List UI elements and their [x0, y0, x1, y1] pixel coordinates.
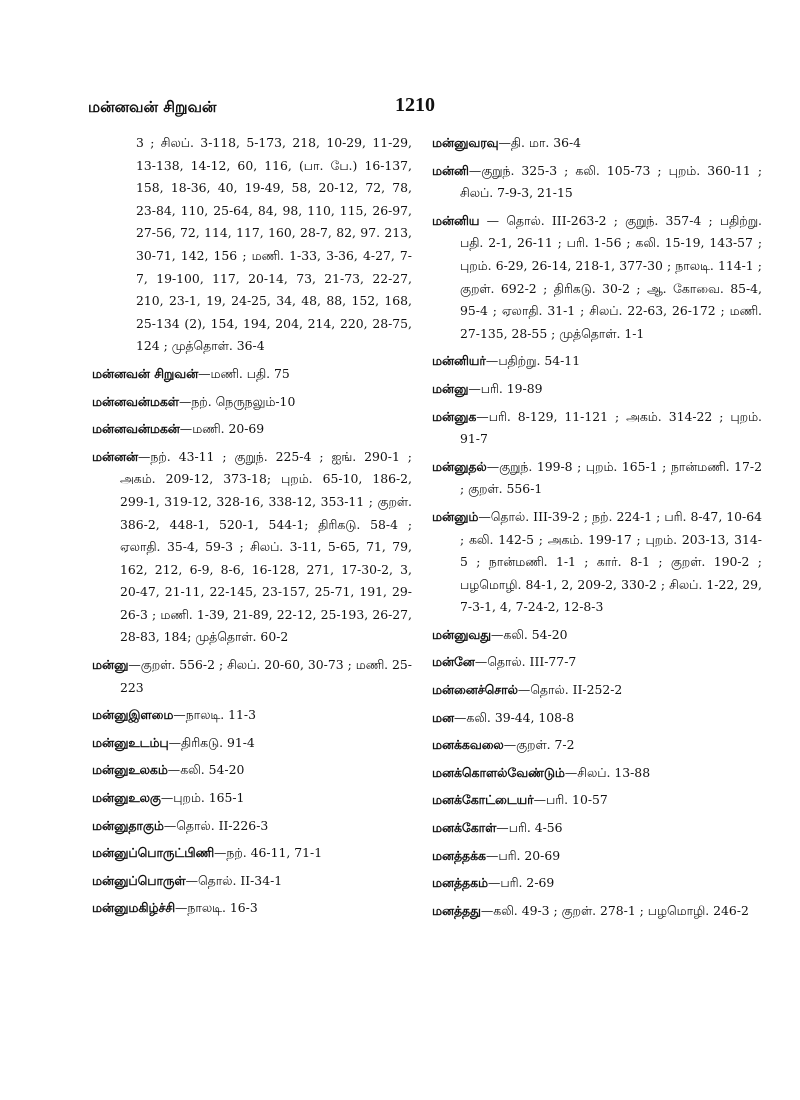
index-entry: [432, 817, 762, 840]
index-entry: [432, 900, 762, 923]
entry-references: —நற். 46-11, 71-1: [214, 845, 323, 861]
index-entry: [432, 378, 762, 401]
entry-headword: மன்னுதாகும்: [92, 817, 164, 833]
entry-headword: மன்னவன்மகன்: [92, 421, 180, 437]
entry-references: —தொல். III-77-7: [474, 654, 577, 670]
entry-headword: மன: [432, 709, 454, 725]
entry-references: —நற். 43-11 ; குறுந். 225-4 ; ஐங். 290-1 ; அகம். 209-12, 373-18; புறம். 65-10, 186-2, 299-1, 319-12, 328-16, 338-12, 353-11 ; குறள். 386-2, 448-1, 520-1, 544-1; திரிகடு. 58-4 ; ஏலாதி. 35-4, 59-3 ; சிலப். 3-11, 5-65, 71, 79, 162, 212, 6-9, 8-6, 16-128, 271, 17-30-2, 3, 20-47, 21-11, 22-145, 23-157, 25-71, 191, 29-26-3 ; மணி. 1-39, 21-89, 22-12, 25-193, 26-27, 28-83, 184; முத்தொள். 60-2: [120, 448, 412, 645]
index-entry: [92, 759, 412, 782]
entry-headword: மன்னுவது: [432, 626, 491, 642]
entry-references: —சிலப். 13-88: [564, 764, 651, 780]
entry-headword: மன்னுப்பொருட்பிணி: [92, 845, 214, 861]
index-entry: [432, 651, 762, 674]
entry-headword: மன்னியர்: [432, 353, 486, 369]
entry-headword: மனக்கவலை: [432, 737, 504, 753]
index-entry: [92, 787, 412, 810]
entry-references: —குறுந். 325-3 ; கலி. 105-73 ; புறம். 360-11 ; சிலப். 7-9-3, 21-15: [460, 162, 762, 201]
entry-references: —கலி. 54-20: [167, 762, 245, 778]
index-entry: [432, 789, 762, 812]
entry-headword: மன்னவன் சிறுவன்: [92, 365, 199, 381]
entry-references: —குறள். 556-2 ; சிலப். 20-60, 30-73 ; மணி. 25-223: [120, 657, 412, 695]
entry-headword: மன்னைச்சொல்: [432, 682, 518, 698]
entry-headword: மனத்தகம்: [432, 875, 489, 891]
index-entry: [432, 624, 762, 647]
entry-references: —நாலடி. 16-3: [175, 900, 258, 916]
entry-headword: மனத்தக்க: [432, 847, 486, 863]
entry-references: —மணி. பதி. 75: [198, 365, 290, 381]
index-entry: [432, 707, 762, 730]
entry-references: —குறுந். 199-8 ; புறம். 165-1 ; நான்மணி. 17-2 ; குறள். 556-1: [460, 458, 762, 497]
right-column: [432, 132, 762, 927]
index-entry: [432, 679, 762, 702]
running-head: மன்னவன் சிறுவன்: [88, 98, 217, 116]
entry-headword: மன்னு: [432, 380, 469, 396]
index-entry: [92, 842, 412, 865]
entry-headword: மன்னுப்பொருள்: [92, 872, 186, 888]
entry-headword: மன்னுதல்: [432, 458, 487, 474]
index-entry: [92, 363, 412, 386]
entry-headword: மனக்கோட்டையர்: [432, 792, 534, 808]
index-entry: [92, 815, 412, 838]
entry-headword: மன்னுஇளமை: [92, 707, 174, 723]
entry-references: —பரி. 19-89: [468, 380, 543, 396]
entry-references: —கலி. 54-20: [490, 626, 568, 642]
entry-headword: மனக்கோள்: [432, 820, 497, 836]
entry-headword: மன்னும்: [432, 508, 479, 524]
entry-references: —தொல். II-34-1: [185, 872, 283, 888]
entry-references: —தொல். II-226-3: [163, 817, 269, 833]
entry-references: —தொல். II-252-2: [517, 682, 623, 698]
index-entry: [92, 870, 412, 893]
entry-headword: மன்னுஉலகம்: [92, 762, 168, 778]
entry-references: —தொல். III-39-2 ; நற். 224-1 ; பரி. 8-47, 10-64 ; கலி. 142-5 ; அகம். 199-17 ; புறம். 203-13, 314-5 ; நான்மணி. 1-1 ; கார். 8-1 ; குறள். 190-2 ; பழமொழி. 84-1, 2, 209-2, 330-2 ; சிலப். 1-22, 29, 7-3-1, 4, 7-24-2, 12-8-3: [460, 508, 762, 615]
entry-references: —புறம். 165-1: [160, 790, 245, 806]
index-entry: [432, 350, 762, 373]
entry-headword: மனக்கொளல்வேண்டும்: [432, 764, 565, 780]
index-entry: [432, 132, 762, 155]
entry-references: —பரி. 20-69: [485, 847, 561, 863]
entry-headword: மன்னவன்மகள்: [92, 393, 179, 409]
index-entry: [432, 406, 762, 451]
entry-references: —பரி. 8-129, 11-121 ; அகம். 314-22 ; புறம். 91-7: [460, 408, 762, 447]
entry-references: —நற். நெருநலும்-10: [178, 393, 296, 409]
index-entry: [432, 734, 762, 757]
entry-references: —பரி. 2-69: [488, 875, 555, 891]
index-entry: [92, 391, 412, 414]
entry-headword: மன்னிய: [432, 212, 480, 228]
index-entry: [432, 210, 762, 346]
index-entry: [92, 418, 412, 441]
entry-references: —நாலடி. 11-3: [173, 707, 256, 723]
index-entry: [432, 762, 762, 785]
entry-references: —பரி. 10-57: [533, 792, 608, 808]
entry-headword: மன்னுஉடம்பு: [92, 734, 169, 750]
entry-headword: மன்னுமகிழ்ச்சி: [92, 900, 176, 916]
entry-references: —திரிகடு. 91-4: [168, 734, 255, 750]
entry-references: —கலி. 49-3 ; குறள். 278-1 ; பழமொழி. 246-2: [480, 902, 749, 918]
entry-headword: மனத்தது: [432, 902, 481, 918]
entry-references: —பரி. 4-56: [496, 820, 563, 836]
entry-references: —மணி. 20-69: [179, 421, 265, 437]
entry-references: —கலி. 39-44, 108-8: [454, 709, 575, 725]
index-entry: [92, 704, 412, 727]
index-entry: [92, 654, 412, 699]
entry-references: —குறள். 7-2: [503, 737, 575, 753]
entry-headword: மன்னுவரவு: [432, 135, 499, 150]
index-entry: [432, 872, 762, 895]
entry-headword: மன்னு: [92, 657, 129, 673]
entry-references: —பதிற்று. 54-11: [485, 353, 581, 369]
entry-headword: மன்னன்: [92, 448, 139, 464]
index-entry: [432, 845, 762, 868]
page-number: 1210: [395, 94, 435, 116]
entry-headword: மன்னுக: [432, 408, 477, 424]
index-entry: [432, 456, 762, 501]
index-entry: [92, 446, 412, 649]
entry-headword: மன்னி: [432, 162, 469, 178]
entry-references: —தி. மா. 36-4: [498, 135, 582, 150]
entry-headword: மன்னுஉலகு: [92, 790, 161, 806]
index-entry: [432, 160, 762, 205]
entry-references: 3 ; சிலப். 3-118, 5-173, 218, 10-29, 11-29, 13-138, 14-12, 60, 116, (பா. பே.) 16-137, 158, 18-36, 40, 19-49, 58, 20-12, 72, 78, 23-84, 110, 25-64, 84, 98, 110, 115, 26-97, 27-56, 72, 114, 117, 160, 28-7, 82, 97. 213, 30-71, 142, 156 ; மணி. 1-33, 3-36, 4-27, 7-7, 19-100, 117, 20-14, 73, 21-73, 22-27, 210, 23-1, 19, 24-25, 34, 48, 88, 152, 168, 25-134 (2), 154, 194, 204, 214, 220, 28-75, 124 ; முத்தொள். 36-4: [136, 135, 412, 354]
entry-headword: மன்னே: [432, 654, 475, 670]
index-entry: [432, 506, 762, 619]
left-column: [92, 132, 412, 925]
entry-references: — தொல். III-263-2 ; குறுந். 357-4 ; பதிற்று. பதி. 2-1, 26-11 ; பரி. 1-56 ; கலி. 15-19, 143-57 ; புறம். 6-29, 26-14, 218-1, 377-30 ; நாலடி. 114-1 ; குறள். 692-2 ; திரிகடு. 30-2 ; ஆ. கோவை. 85-4, 95-4 ; ஏலாதி. 31-1 ; சிலப். 22-63, 26-172 ; மணி. 27-135, 28-55 ; முத்தொள். 1-1: [460, 212, 762, 341]
index-entry-continuation: [92, 132, 412, 358]
index-entry: [92, 897, 412, 920]
index-entry: [92, 732, 412, 755]
